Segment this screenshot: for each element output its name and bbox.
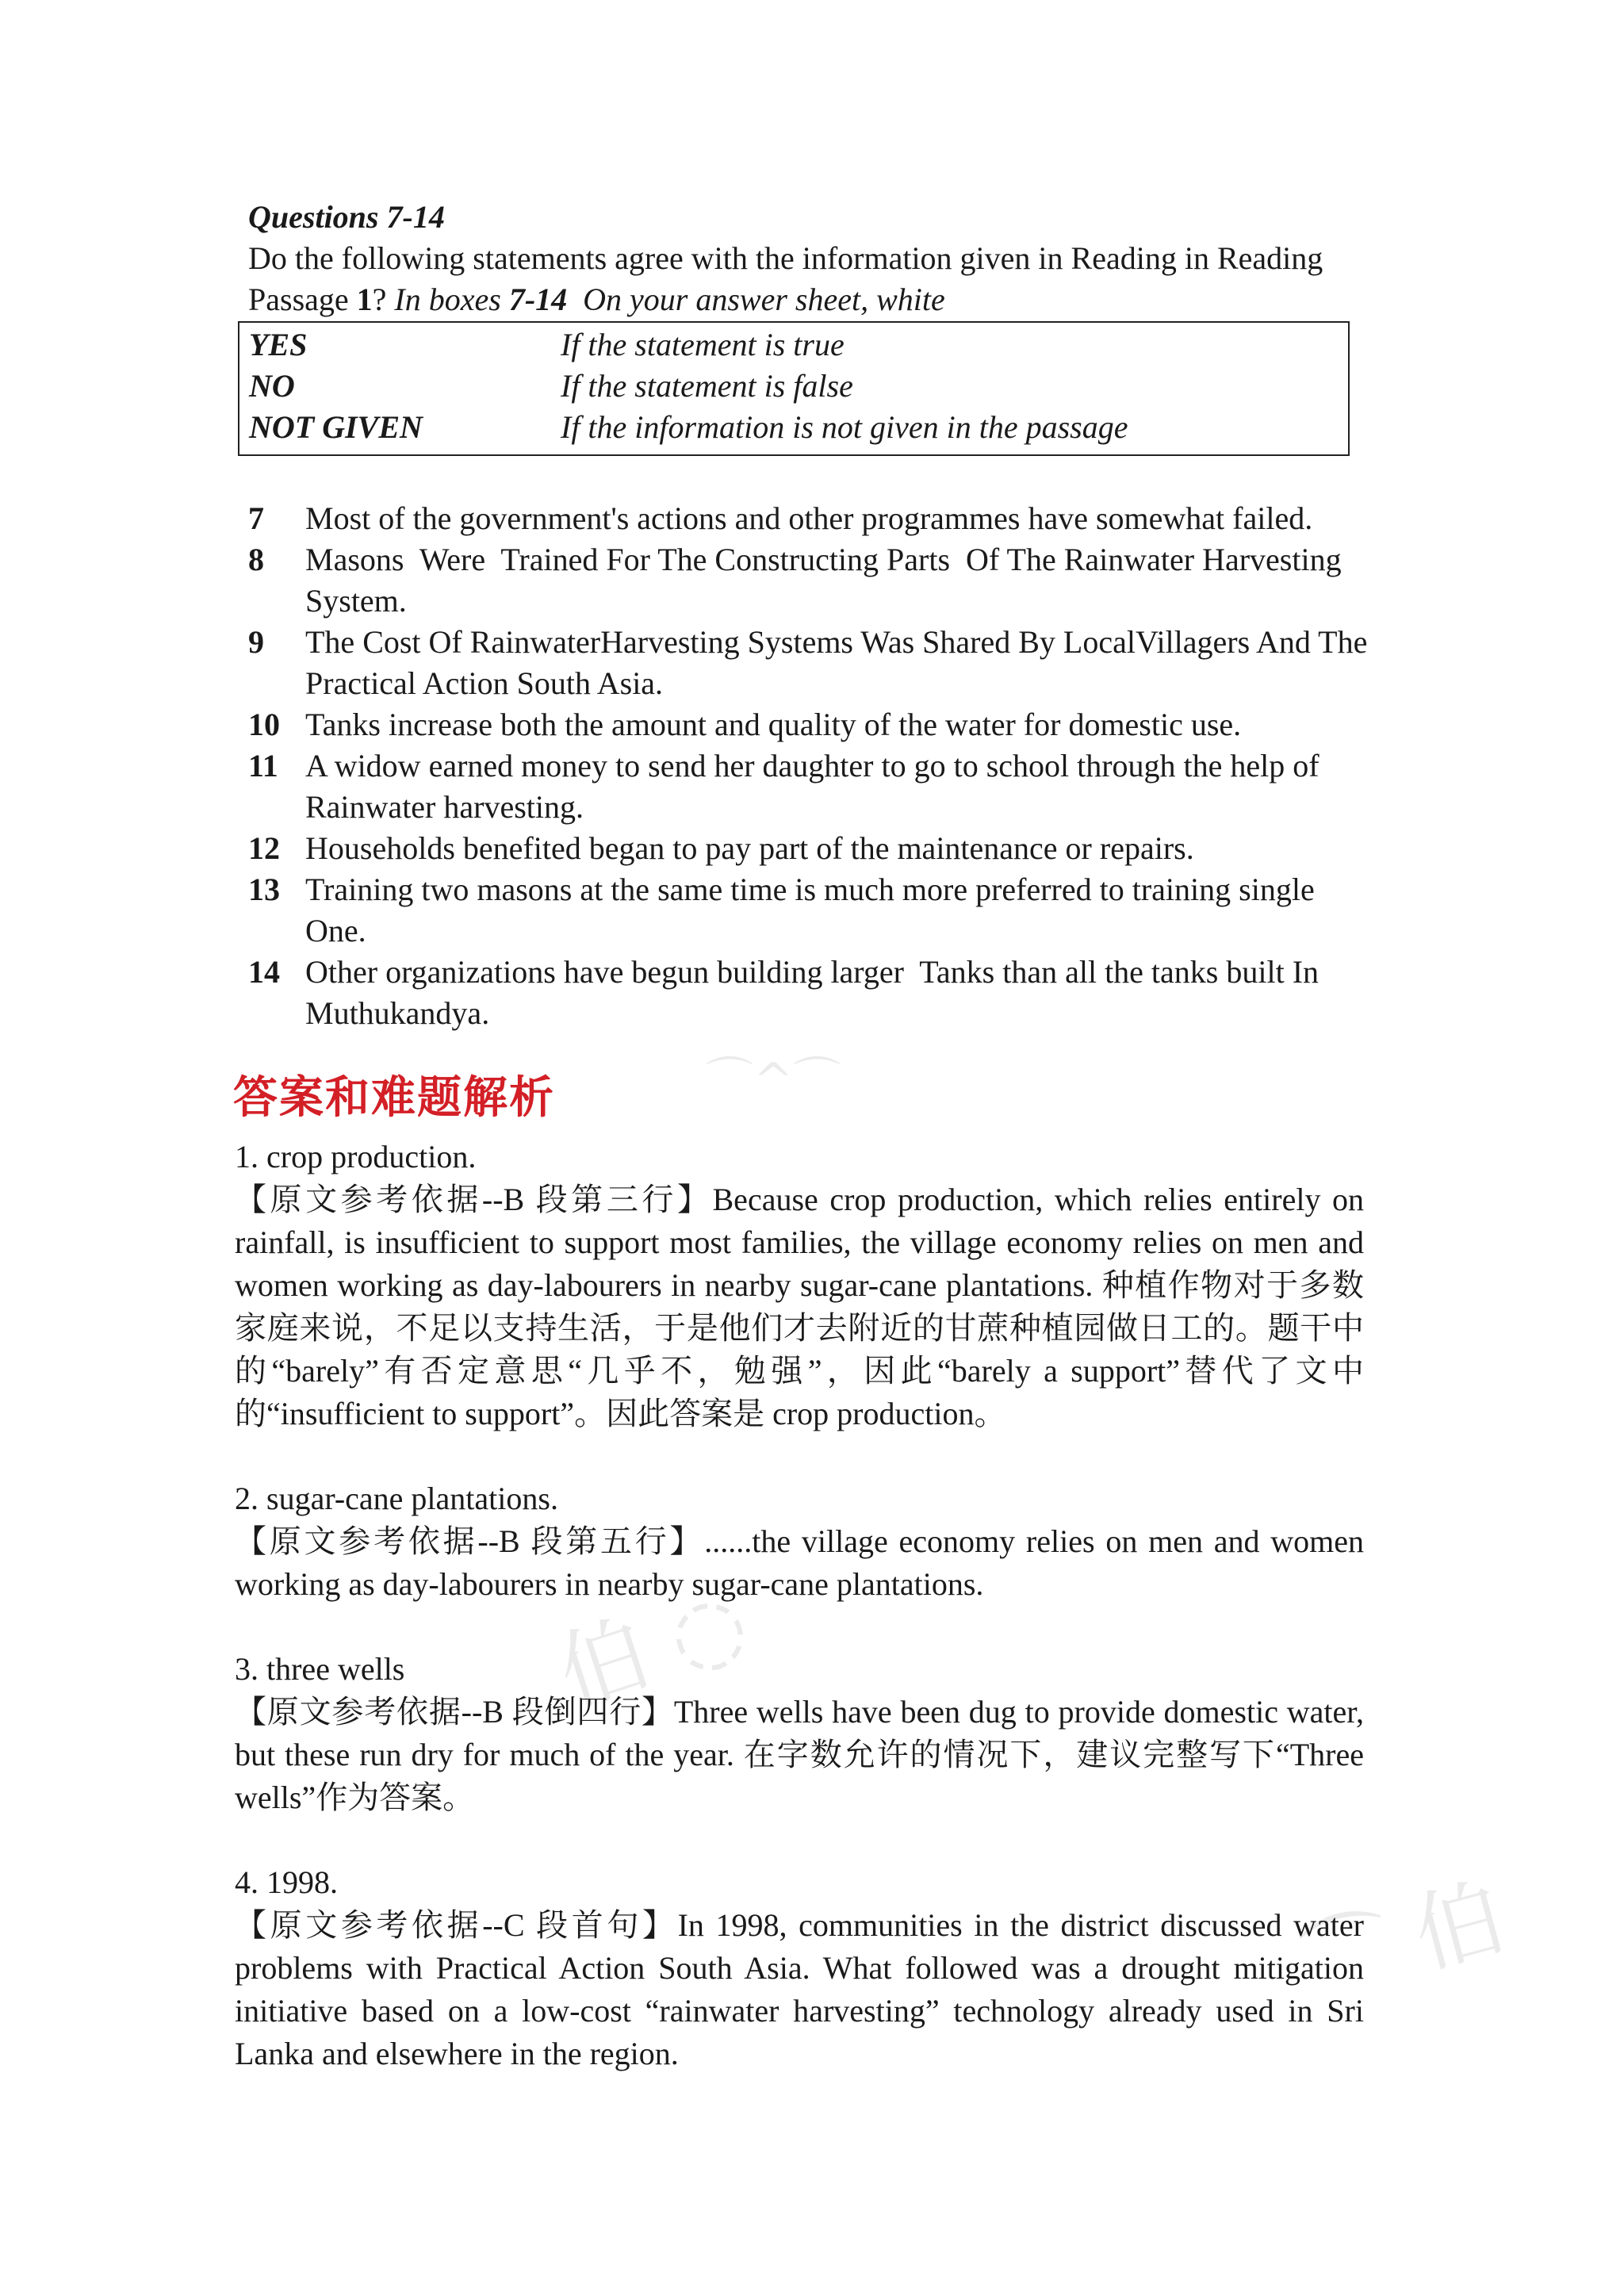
answer-key-box — [238, 321, 1350, 456]
statement-number: 12 — [248, 830, 280, 866]
statement-text: Other organizations have begun building larger Tanks than all the tanks built In Muthukandya. — [305, 954, 1327, 1031]
answer-item — [235, 1477, 1364, 1606]
question-mark: ? — [372, 282, 387, 317]
statement-number: 11 — [248, 748, 278, 784]
in-boxes-text: In boxes — [386, 282, 509, 317]
answer-title: 2. sugar-cane plantations. — [235, 1481, 558, 1516]
key-meaning: If the statement is true — [561, 327, 845, 362]
answer-item — [235, 1136, 1364, 1435]
answer-item — [235, 1861, 1364, 2075]
statements-list — [248, 498, 1374, 1034]
statement-item — [248, 745, 1374, 828]
statement-text: Masons Were Trained For The Constructing Parts Of The Rainwater Harvesting System. — [305, 542, 1350, 619]
key-meaning: If the statement is false — [561, 368, 853, 404]
answer-explanation: 【原文参考依据--B 段第三行】Because crop production, which relies entirely on rainfall, is insufficient to support most families, the village economy relies on men and women working as day-labourers in nearby sugar-cane plantations. 种植作物对于多数家庭来说，不足以支持生活，于是他们才去附近的甘蔗种植园做日工的。题干中的“barely”有否定意思“几乎不，勉强”，因此“barely a support”替代了文中的“insufficient to support”。因此答案是 crop production。 — [235, 1182, 1364, 1431]
answers-list — [235, 1136, 1364, 2117]
passage-word: Passage — [248, 282, 349, 317]
statement-number: 13 — [248, 872, 280, 907]
passage-number: 1 — [356, 282, 373, 317]
statement-item — [248, 704, 1374, 745]
key-meaning: If the information is not given in the passage — [561, 409, 1128, 445]
answer-item — [235, 1648, 1364, 1819]
statement-text: Tanks increase both the amount and quality of the water for domestic use. — [305, 707, 1242, 742]
statement-item — [248, 539, 1374, 622]
answer-title: 4. 1998. — [235, 1864, 338, 1900]
statement-item — [248, 952, 1374, 1034]
instructions-tail: On your answer sheet, white — [567, 282, 945, 317]
key-term: NOT GIVEN — [249, 409, 423, 445]
statement-number: 7 — [248, 500, 264, 536]
statement-item — [248, 828, 1374, 869]
statement-item — [248, 498, 1374, 539]
statement-text: Households benefited began to pay part of the maintenance or repairs. — [305, 830, 1194, 866]
statement-text: A widow earned money to send her daughter to go to school through the help of Rainwater harvesting. — [305, 748, 1320, 825]
statement-number: 8 — [248, 542, 264, 577]
statement-text: Training two masons at the same time is much more preferred to training single One. — [305, 872, 1315, 948]
watermark-mark-middle: 伯 ◌ — [546, 1569, 760, 1726]
statement-number: 9 — [248, 624, 264, 660]
answer-explanation: 【原文参考依据--B 段第五行】......the village economy relies on men and women working as day-labourers in nearby sugar-cane plantations. — [235, 1523, 1364, 1602]
instructions-line-2 — [248, 279, 1358, 320]
instructions-line-1: Do the following statements agree with the information given in Reading in Reading — [248, 240, 1323, 276]
watermark-mark-bottom: ⌒ 伯 — [1293, 1865, 1515, 2017]
answer-explanation: 【原文参考依据--C 段首句】In 1998, communities in the district discussed water problems with Practical Action South Asia. What followed was a drought mitigation initiative based on a low-cost “rainwater harvesting” technology already used in Sri Lanka and elsewhere in the region. — [235, 1907, 1364, 2071]
statement-item — [248, 869, 1374, 952]
answer-explanation: 【原文参考依据--B 段倒四行】Three wells have been dug to provide domestic water, but these run dry for much of the year. 在字数允许的情况下，建议完整写下“Three wells”作为答案。 — [235, 1694, 1364, 1815]
key-term: NO — [249, 368, 295, 404]
answer-title: 1. crop production. — [235, 1139, 477, 1174]
boxes-range: 7-14 — [508, 282, 568, 317]
watermark-mark-top: ⌒^⌒ — [706, 1053, 841, 1109]
statement-item — [248, 622, 1374, 704]
questions-heading: Questions 7-14 — [248, 199, 445, 235]
statement-number: 10 — [248, 707, 280, 742]
statement-text: The Cost Of RainwaterHarvesting Systems Was Shared By LocalVillagers And The Practical Action South Asia. — [305, 624, 1368, 701]
questions-instructions — [248, 238, 1358, 320]
answers-heading: 答案和难题解析 — [233, 1072, 555, 1124]
key-term: YES — [249, 327, 308, 362]
answer-title: 3. three wells — [235, 1651, 405, 1687]
statement-text: Most of the government's actions and other programmes have somewhat failed. — [305, 500, 1313, 536]
statement-number: 14 — [248, 954, 280, 990]
